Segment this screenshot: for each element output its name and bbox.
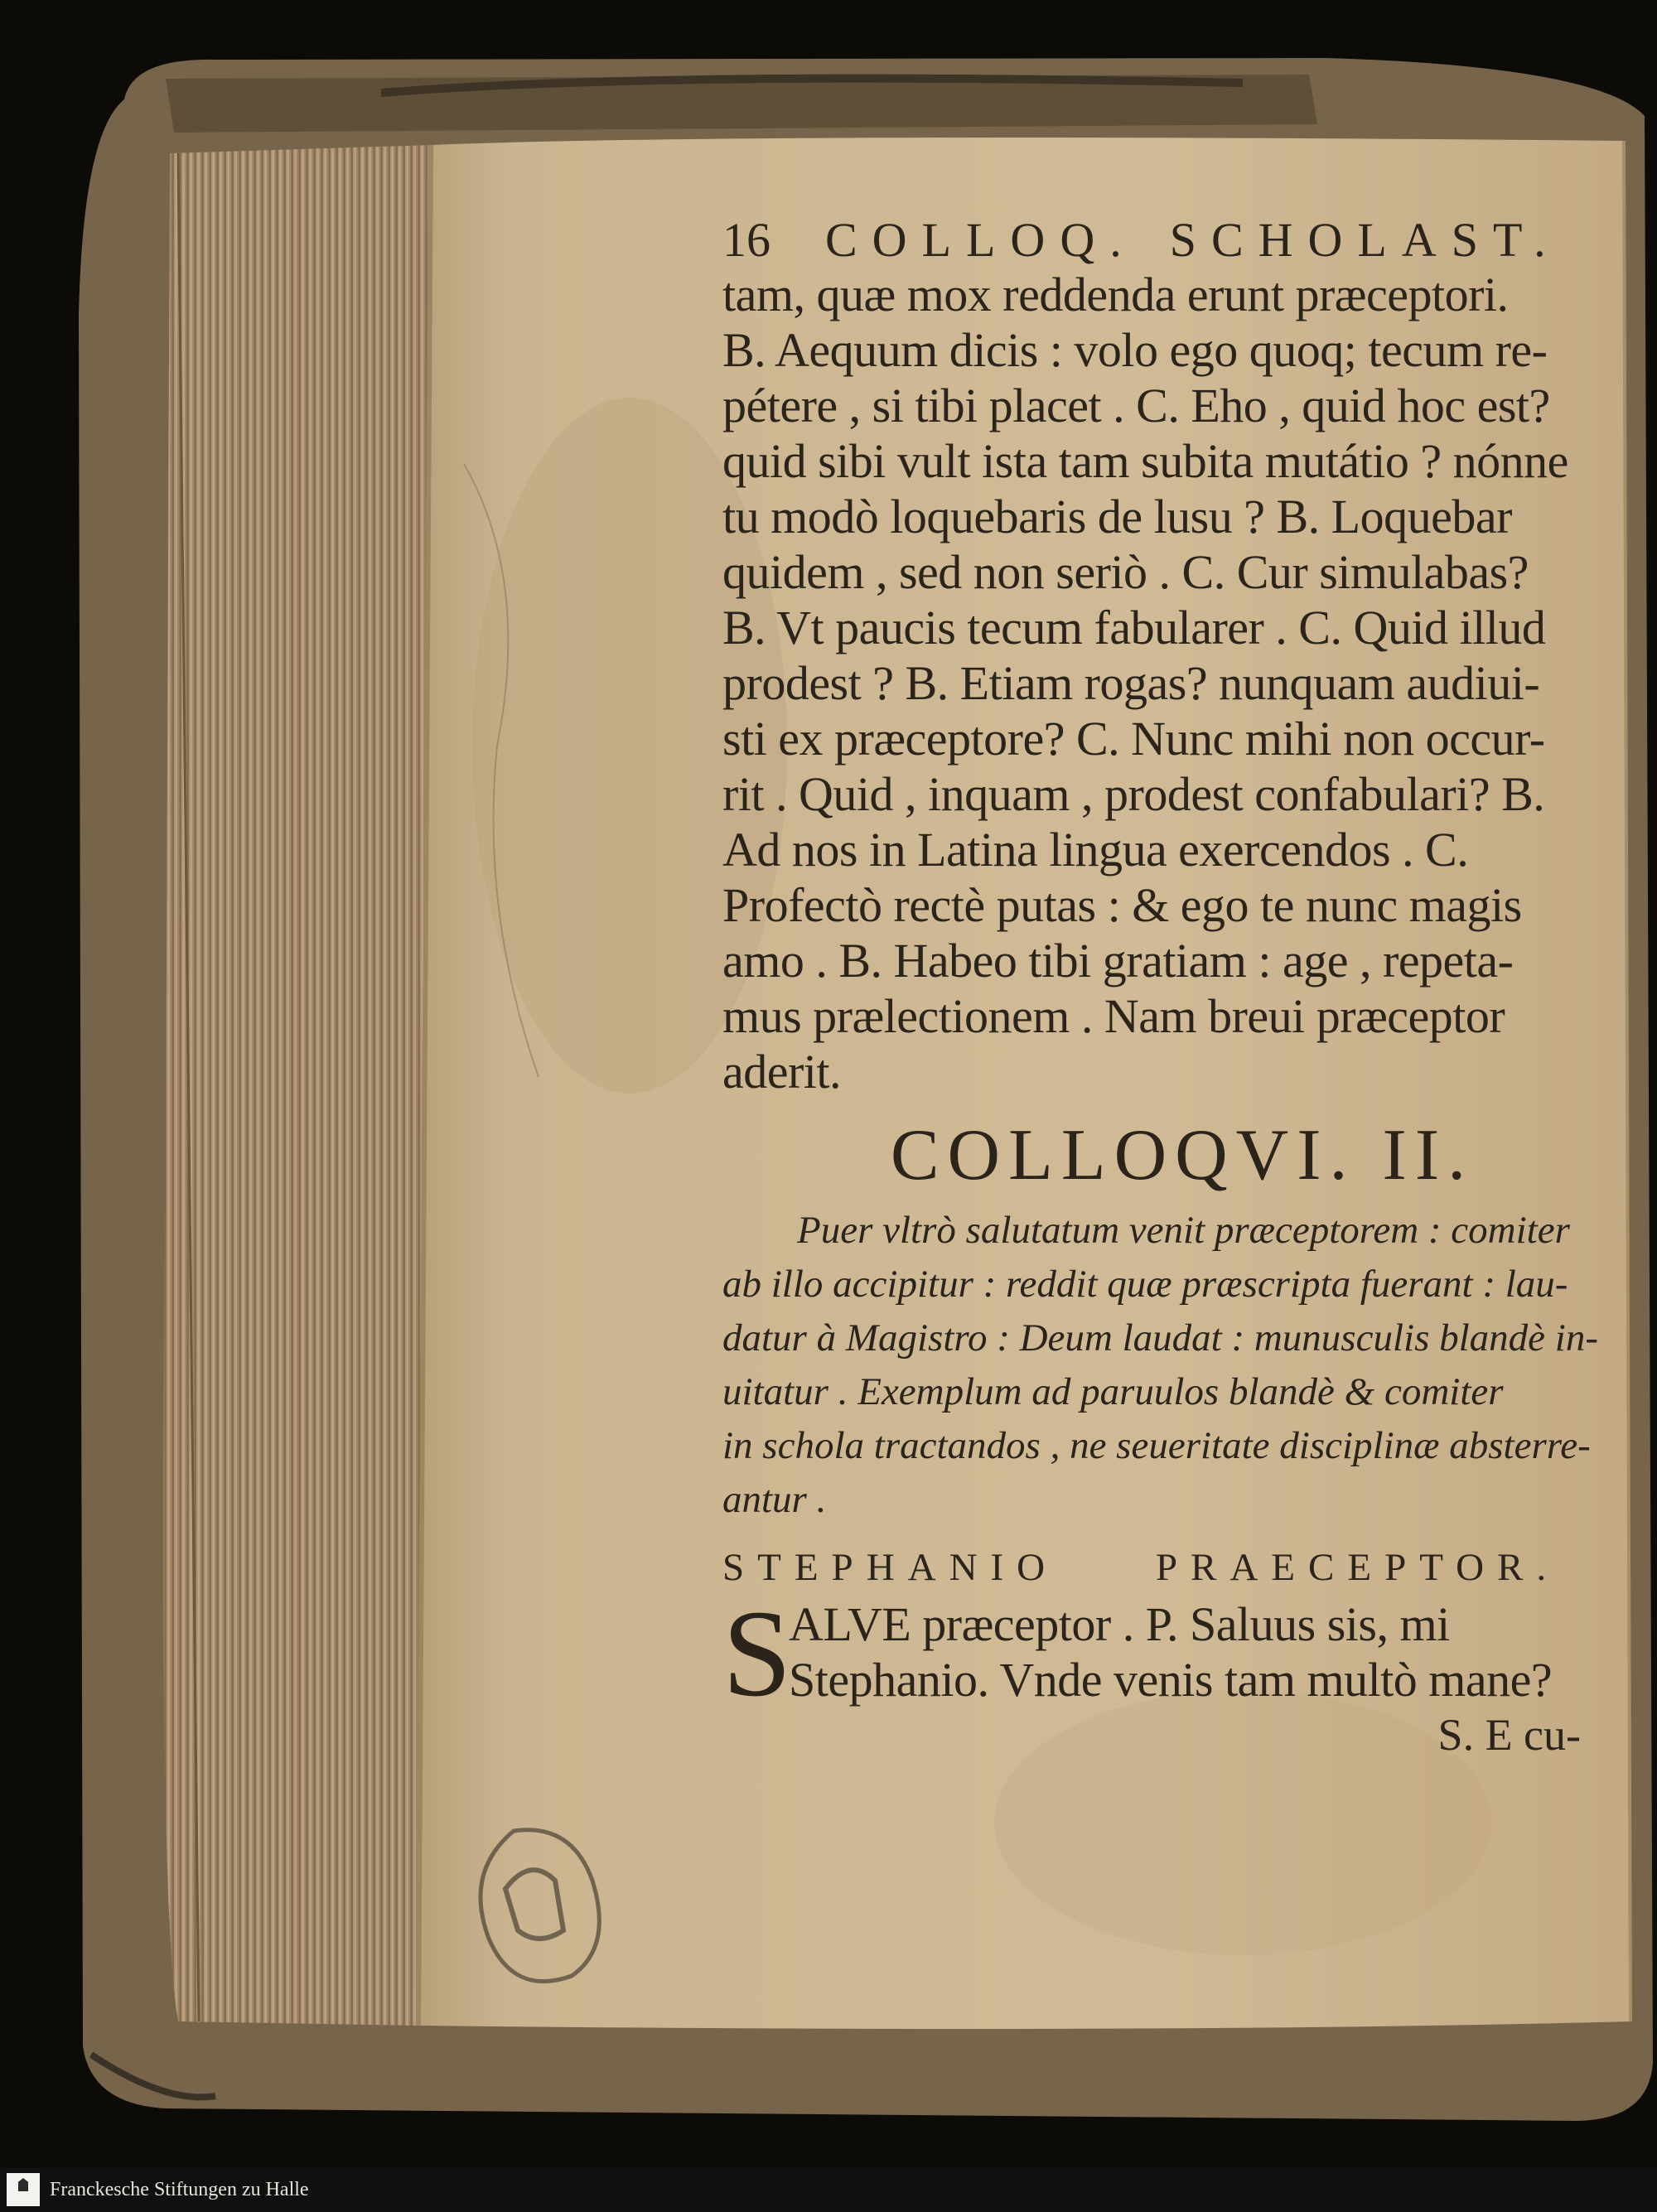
text-line: Profectò rectè putas : & ego te nunc magis xyxy=(722,878,1522,932)
text-line: tam, quæ mox reddenda erunt præceptori. xyxy=(722,268,1509,321)
section-title: COLLOQVI. II. xyxy=(890,1115,1475,1195)
footer-bar xyxy=(0,2167,1657,2212)
running-head-part-1: COLLOQ. xyxy=(825,213,1137,267)
text-line: prodest ? B. Etiam rogas? nunquam audiui- xyxy=(722,656,1540,710)
institution-logo-icon xyxy=(7,2173,40,2206)
printed-text xyxy=(722,213,1598,1763)
argument-line: datur à Magistro : Deum laudat : munusculis blandè in- xyxy=(722,1316,1598,1360)
speaker-praeceptor: PRAECEPTOR. xyxy=(1155,1546,1560,1589)
institution-name: Franckesche Stiftungen zu Halle xyxy=(50,2178,309,2200)
argument-line: in schola tractandos , ne seueritate disciplinæ absterre- xyxy=(722,1424,1591,1467)
argument-summary xyxy=(722,1204,1598,1527)
text-line: amo . B. Habeo tibi gratiam : age , repeta- xyxy=(722,934,1514,988)
text-line: B. Aequum dicis : volo ego quoq; tecum re- xyxy=(722,323,1548,377)
argument-line: ab illo accipitur : reddit quæ præscripta fuerant : lau- xyxy=(722,1263,1568,1306)
text-line: quid sibi vult ista tam subita mutátio ? nónne xyxy=(722,434,1568,488)
page-number: 16 xyxy=(722,213,771,267)
argument-line: Puer vltrò salutatum venit præceptorem : comiter xyxy=(797,1209,1570,1252)
text-line: mus prælectionem . Nam breui præceptor xyxy=(722,989,1505,1043)
text-line: B. Vt paucis tecum fabularer . C. Quid illud xyxy=(722,601,1546,654)
text-line: sti ex præceptore? C. Nunc mihi non occur- xyxy=(722,712,1545,766)
catchword: S. E cu- xyxy=(1437,1710,1581,1760)
speaker-names xyxy=(722,1538,1592,1596)
text-line: pétere , si tibi placet . C. Eho , quid hoc est? xyxy=(722,379,1550,432)
argument-line: uitatur . Exemplum ad paruulos blandè & comiter xyxy=(722,1370,1504,1413)
text-line: rit . Quid , inquam , prodest confabulari? B. xyxy=(722,767,1545,821)
text-line: Ad nos in Latina lingua exercendos . C. xyxy=(722,823,1469,877)
fore-edge xyxy=(163,145,431,2026)
text-line: quidem , sed non seriò . C. Cur simulabas? xyxy=(722,545,1529,599)
drop-initial: S xyxy=(722,1585,792,1722)
dialogue-line: ALVE præceptor . P. Saluus sis, mi xyxy=(789,1597,1450,1651)
dialogue-opening xyxy=(722,1585,1592,1722)
speaker-stephanio: STEPHANIO xyxy=(722,1546,1059,1589)
dialogue-line: Stephanio. Vnde venis tam multò mane? xyxy=(789,1653,1553,1707)
running-head-part-2: SCHOLAST. xyxy=(1169,213,1561,267)
text-line: tu modò loquebaris de lusu ? B. Loquebar xyxy=(722,490,1512,543)
argument-line: antur . xyxy=(722,1478,827,1521)
text-line: aderit. xyxy=(722,1045,842,1099)
body-text xyxy=(722,267,1592,1099)
running-header xyxy=(722,214,1592,267)
